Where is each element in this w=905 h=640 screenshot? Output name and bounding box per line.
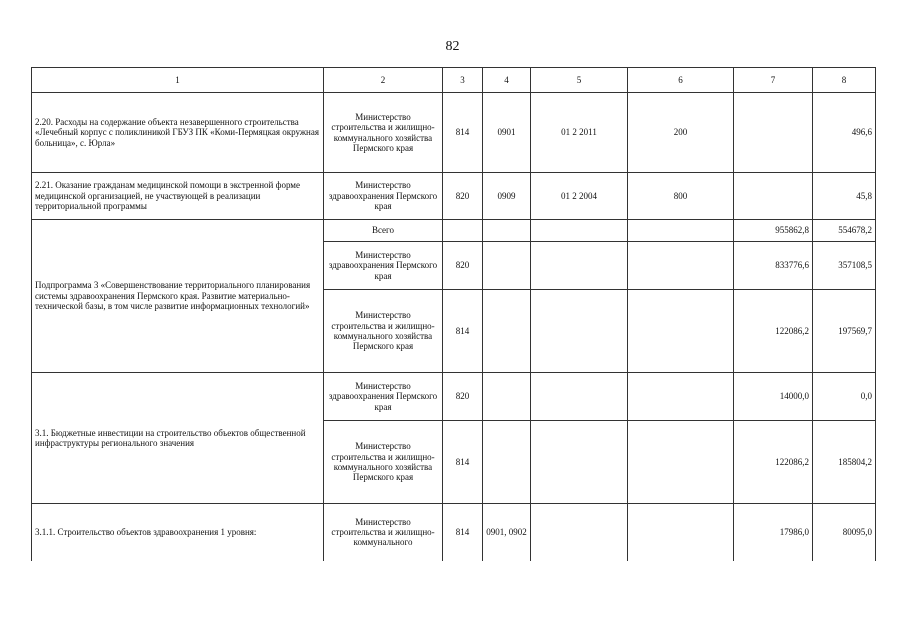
table-row xyxy=(32,93,876,173)
col-header-2: 2 xyxy=(324,68,443,93)
table-row xyxy=(32,173,876,220)
row-3-1-1-col4: 0901, 0902 xyxy=(483,504,531,561)
row-2-20-col7 xyxy=(734,93,813,173)
row-2-21-col6: 800 xyxy=(628,173,734,220)
table-row xyxy=(32,504,876,561)
row-2-21-col5: 01 2 2004 xyxy=(531,173,628,220)
row-3-1-1-ministry: Министерство строительства и жилищно-коммунального xyxy=(324,504,443,561)
col-header-8: 8 xyxy=(813,68,876,93)
row-2-20-col4: 0901 xyxy=(483,93,531,173)
row-2-20-ministry: Министерство строительства и жилищно-коммунального хозяйства Пермского края xyxy=(324,93,443,173)
subprogram-3-constr-ministry: Министерство строительства и жилищно-коммунального хозяйства Пермского края xyxy=(324,290,443,373)
row-2-20-col3: 814 xyxy=(443,93,483,173)
col-header-7: 7 xyxy=(734,68,813,93)
col-header-6: 6 xyxy=(628,68,734,93)
subprogram-3-health-ministry: Министерство здравоохранения Пермского края xyxy=(324,242,443,290)
col-header-1: 1 xyxy=(32,68,324,93)
page-number: 82 xyxy=(445,39,460,54)
col-header-4: 4 xyxy=(483,68,531,93)
row-3-1-constr-col5 xyxy=(531,421,628,504)
budget-table xyxy=(31,67,876,561)
subprogram-3-total-col7: 955862,8 xyxy=(734,220,813,242)
subprogram-3-constr-col4 xyxy=(483,290,531,373)
subprogram-3-health-col4 xyxy=(483,242,531,290)
subprogram-3-constr-col6 xyxy=(628,290,734,373)
row-3-1-health-col7: 14000,0 xyxy=(734,373,813,421)
row-2-21-col8: 45,8 xyxy=(813,173,876,220)
subprogram-3-health-col8: 357108,5 xyxy=(813,242,876,290)
subprogram-3-constr-col7: 122086,2 xyxy=(734,290,813,373)
row-3-1-1-col7: 17986,0 xyxy=(734,504,813,561)
row-3-1-health-col4 xyxy=(483,373,531,421)
row-3-1-constr-col7: 122086,2 xyxy=(734,421,813,504)
row-3-1-1-col5 xyxy=(531,504,628,561)
subprogram-3-health-col5 xyxy=(531,242,628,290)
subprogram-3-total-col5 xyxy=(531,220,628,242)
subprogram-3-total-col6 xyxy=(628,220,734,242)
subprogram-3-total-col8: 554678,2 xyxy=(813,220,876,242)
row-2-21-col3: 820 xyxy=(443,173,483,220)
row-3-1-1-col6 xyxy=(628,504,734,561)
row-2-20-col6: 200 xyxy=(628,93,734,173)
subprogram-3-total-label: Всего xyxy=(324,220,443,242)
subprogram-3-total-col3 xyxy=(443,220,483,242)
row-3-1-health-ministry: Министерство здравоохранения Пермского края xyxy=(324,373,443,421)
table-row xyxy=(32,220,876,242)
subprogram-3-health-col6 xyxy=(628,242,734,290)
row-3-1-health-col6 xyxy=(628,373,734,421)
row-3-1-1-col3: 814 xyxy=(443,504,483,561)
col-header-5: 5 xyxy=(531,68,628,93)
row-3-1-constr-col4 xyxy=(483,421,531,504)
row-2-21-name: 2.21. Оказание гражданам медицинской помощи в экстренной форме медицинской организацией, не участвующей в реализации территориальной программы xyxy=(32,173,324,220)
subprogram-3-constr-col3: 814 xyxy=(443,290,483,373)
row-2-21-col7 xyxy=(734,173,813,220)
table-row xyxy=(32,373,876,421)
subprogram-3-name: Подпрограмма 3 «Совершенствование территориального планирования системы здравоохранения Пермского края. Развитие материально-технической базы, в том числе развитие информационных технологий» xyxy=(32,220,324,373)
row-3-1-constr-col6 xyxy=(628,421,734,504)
row-3-1-constr-ministry: Министерство строительства и жилищно-коммунального хозяйства Пермского края xyxy=(324,421,443,504)
row-2-21-col4: 0909 xyxy=(483,173,531,220)
row-3-1-health-col5 xyxy=(531,373,628,421)
subprogram-3-total-col4 xyxy=(483,220,531,242)
subprogram-3-constr-col8: 197569,7 xyxy=(813,290,876,373)
row-3-1-1-name: 3.1.1. Строительство объектов здравоохранения 1 уровня: xyxy=(32,504,324,561)
row-2-20-name: 2.20. Расходы на содержание объекта незавершенного строительства «Лечебный корпус с поликлиникой ГБУЗ ПК «Коми-Пермяцкая окружная больница», с. Юрла» xyxy=(32,93,324,173)
row-2-20-col8: 496,6 xyxy=(813,93,876,173)
subprogram-3-health-col7: 833776,6 xyxy=(734,242,813,290)
row-3-1-constr-col8: 185804,2 xyxy=(813,421,876,504)
row-2-20-col5: 01 2 2011 xyxy=(531,93,628,173)
subprogram-3-constr-col5 xyxy=(531,290,628,373)
table-header-row xyxy=(32,68,876,93)
row-3-1-health-col8: 0,0 xyxy=(813,373,876,421)
row-2-21-ministry: Министерство здравоохранения Пермского края xyxy=(324,173,443,220)
row-3-1-1-col8: 80095,0 xyxy=(813,504,876,561)
row-3-1-name: 3.1. Бюджетные инвестиции на строительство объектов общественной инфраструктуры регионального значения xyxy=(32,373,324,504)
row-3-1-health-col3: 820 xyxy=(443,373,483,421)
subprogram-3-health-col3: 820 xyxy=(443,242,483,290)
col-header-3: 3 xyxy=(443,68,483,93)
row-3-1-constr-col3: 814 xyxy=(443,421,483,504)
